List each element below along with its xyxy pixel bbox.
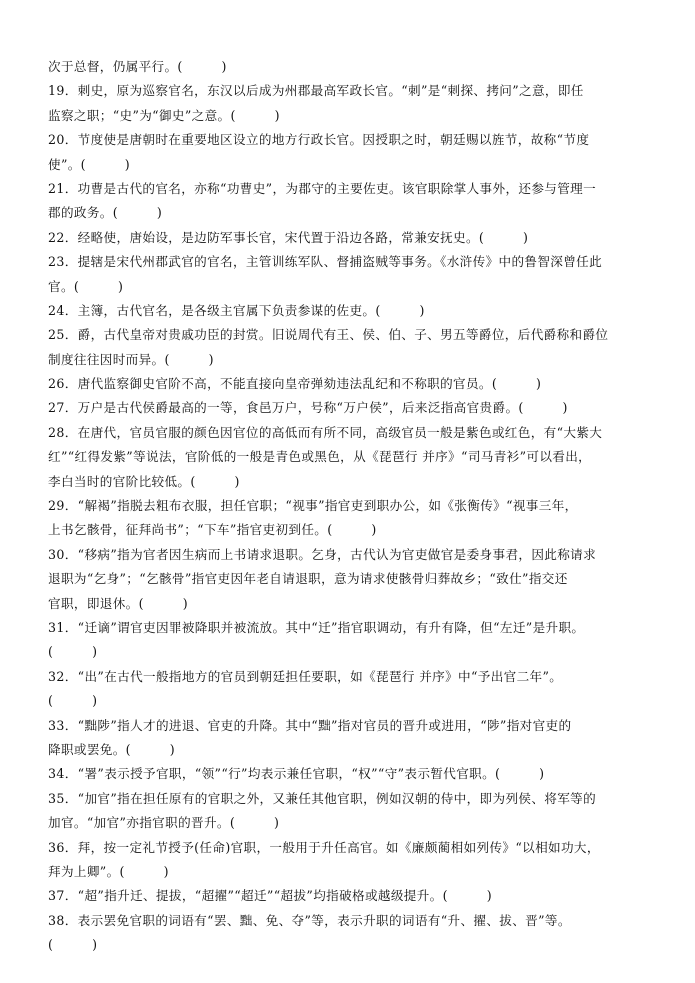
text-line: 28．在唐代，官员官服的颜色因官位的高低而有所不同，高级官员一般是紫色或红色，有“大紫大 xyxy=(48,424,603,440)
text-line: 32．“出”在古代一般指地方的官员到朝廷担任要职，如《琵琶行 并序》中“予出官二年”。 xyxy=(48,668,563,684)
text-line: 官。( ) xyxy=(48,278,124,294)
text-line: 红”“红得发紫”等说法，官阶低的一般是青色或黑色，从《琵琶行 并序》“司马青衫”可以看出， xyxy=(48,449,592,465)
text-line: 制度往往因时而异。( ) xyxy=(48,351,214,367)
text-line: 22．经略使，唐始设，是边防军事长官，宋代置于沿边各路，常兼安抚史。( ) xyxy=(48,229,529,245)
text-line: 李白当时的官阶比较低。( ) xyxy=(48,473,240,489)
text-line: 26．唐代监察御史官阶不高，不能直接向皇帝弹劾违法乱纪和不称职的官员。( ) xyxy=(48,376,542,392)
text-line: 19．刺史，原为巡察官名，东汉以后成为州郡最高军政长官。“刺”是“刺探、拷问”之意，即任 xyxy=(48,83,584,99)
text-line: 33．“黜陟”指人才的进退、官吏的升降。其中“黜”指对官员的晋升或进用，“陟”指对官吏的 xyxy=(48,717,572,733)
text-line: 降职或罢免。( ) xyxy=(48,741,176,757)
text-line: 35．“加官”指在担任原有的官职之外，又兼任其他官职，例如汉朝的侍中，即为列侯、将军等的 xyxy=(48,790,597,806)
text-line: ( ) xyxy=(48,693,98,709)
text-line: 官职，即退休。( ) xyxy=(48,595,188,611)
text-line: 监察之职；“史”为“御史”之意。( ) xyxy=(48,107,280,123)
text-line: ( ) xyxy=(48,644,98,660)
text-line: 次于总督，仍属平行。( ) xyxy=(48,59,227,74)
text-line: 郡的政务。( ) xyxy=(48,205,163,221)
text-line: 24．主簿，古代官名，是各级主官属下负责参谋的佐吏。( ) xyxy=(48,302,425,318)
text-line: 37．“超”指升迁、提拔，“超擢”“超迁”“超拔”均指破格或越级提升。( ) xyxy=(48,888,492,904)
text-line: 38．表示罢免官职的词语有“罢、黜、免、夺”等，表示升职的词语有“升、擢、拔、晋”等。 xyxy=(48,912,571,928)
text-line: 27．万户是古代侯爵最高的一等，食邑万户，号称“万户侯”，后来泛指高官贵爵。( ) xyxy=(48,400,568,416)
text-line: 36．拜，按一定礼节授予(任命)官职，一般用于升任高官。如《廉颇蔺相如列传》“以相如功大， xyxy=(48,839,600,855)
text-line: ( ) xyxy=(48,937,98,953)
text-line: 加官。“加官”亦指官职的晋升。( ) xyxy=(48,815,280,831)
text-line: 21．功曹是古代的官名，亦称“功曹史”，为郡守的主要佐吏。该官职除掌人事外，还参与管理一 xyxy=(48,180,597,196)
text-line: 使”。( ) xyxy=(48,156,131,172)
text-line: 30．“移病”指为官者因生病而上书请求退职。乞身，古代认为官吏做官是委身事君，因此称请求 xyxy=(48,546,597,562)
text-line: 31．“迁谪”谓官吏因罪被降职并被流放。其中“迁”指官职调动，有升有降，但“左迁”是升职。 xyxy=(48,619,585,635)
text-line: 34．“署”表示授予官职，“领”“行”均表示兼任官职，“权”“守”表示暂代官职。( ) xyxy=(48,766,545,782)
text-line: 拜为上卿”。( ) xyxy=(48,863,169,879)
text-line: 20．节度使是唐朝时在重要地区设立的地方行政长官。因授职之时，朝廷赐以旌节，故称“节度 xyxy=(48,132,590,148)
text-line: 23．提辖是宋代州郡武官的官名，主管训练军队、督捕盗贼等事务。《水浒传》中的鲁智深曾任此 xyxy=(48,254,603,270)
text-line: 退职为“乞身”；“乞骸骨”指官吏因年老自请退职，意为请求使骸骨归葬故乡；“致仕”指交还 xyxy=(48,571,568,587)
text-line: 上书乞骸骨，征拜尚书”；“下车”指官吏初到任。( ) xyxy=(48,522,377,538)
text-line: 29．“解褐”指脱去粗布衣服，担任官职；“视事”指官吏到职办公，如《张衡传》“视事三年， xyxy=(48,498,578,514)
text-line: 25．爵，古代皇帝对贵戚功臣的封赏。旧说周代有王、侯、伯、子、男五等爵位，后代爵称和爵位 xyxy=(48,327,609,343)
